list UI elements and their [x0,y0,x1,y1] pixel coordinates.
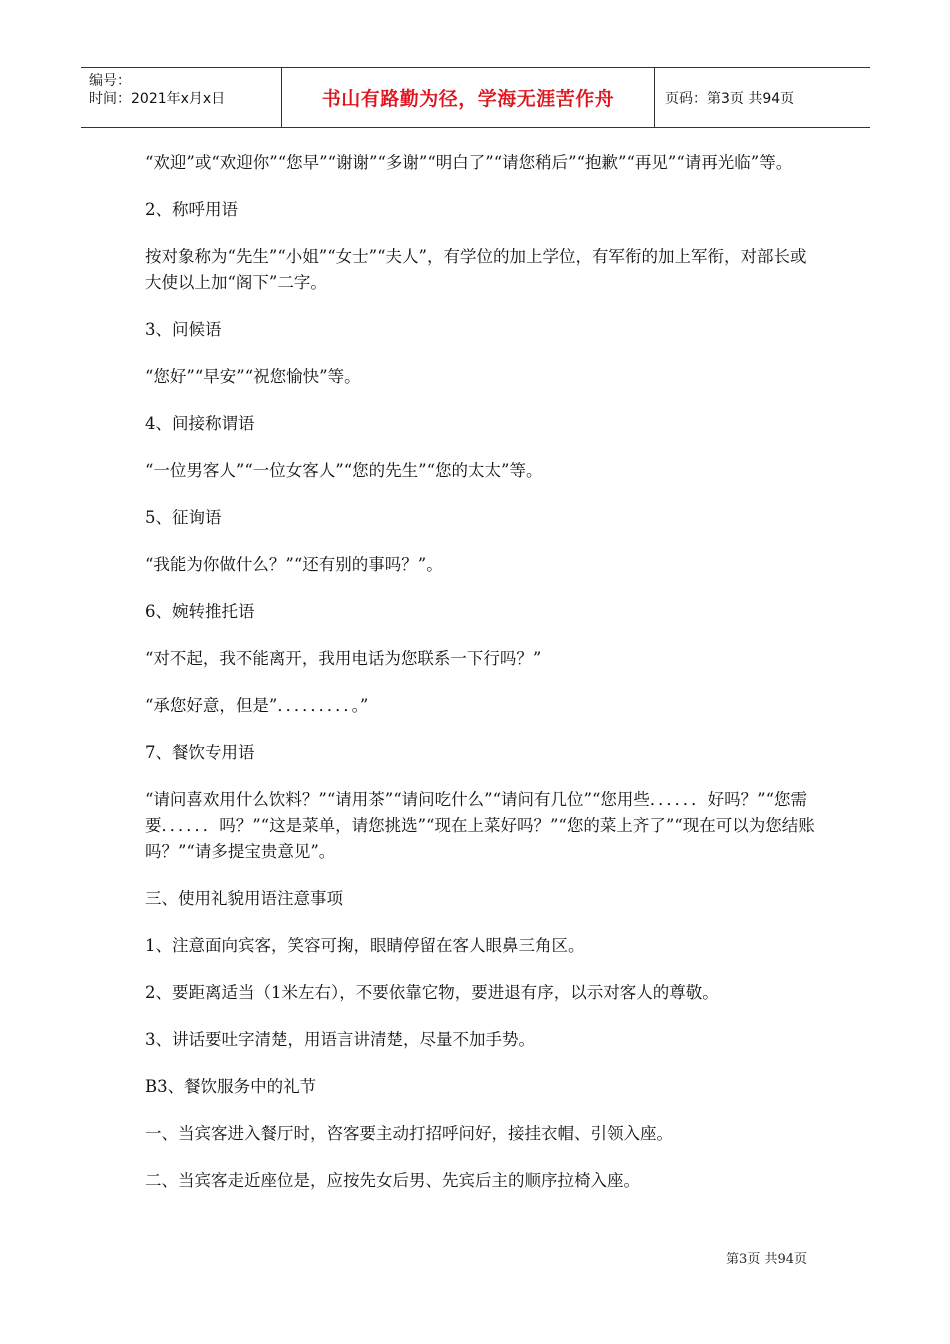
paragraph: “我能为你做什么？”“还有别的事吗？”。 [145,555,443,574]
document-body [145,150,815,1194]
number-label: 编号： [89,73,131,89]
header-info-cell [81,68,282,127]
paragraph: B3、餐饮服务中的礼节 [145,1077,317,1096]
header-motto: 书山有路勤为径，学海无涯苦作舟 [282,68,655,127]
paragraph: 2、要距离适当（1米左右），不要依靠它物，要进退有序，以示对客人的尊敬。 [145,983,719,1002]
paragraph: 4、间接称谓语 [145,414,255,433]
paragraph: “请问喜欢用什么饮料？”“请用茶”“请问吃什么”“请问有几位”“您用些．．．．．．好吗？”“您需要．．．．．．吗？”“这是菜单，请您挑选”“现在上菜好吗？”“您的菜上齐了”“现在可以为您结账吗？”“请多提宝贵意见”。 [145,790,815,861]
header-page-number: 页码：第3页 共94页 [665,90,795,107]
paragraph: 二、当宾客走近座位是，应按先女后男、先宾后主的顺序拉椅入座。 [145,1171,640,1190]
paragraph: 3、问候语 [145,320,222,339]
paragraph: “欢迎”或“欢迎你”“您早”“谢谢”“多谢”“明白了”“请您稍后”“抱歉”“再见”“请再光临”等。 [145,153,793,172]
paragraph: “对不起，我不能离开，我用电话为您联系一下行吗？” [145,649,542,668]
paragraph: 一、当宾客进入餐厅时，咨客要主动打招呼问好，接挂衣帽、引领入座。 [145,1124,673,1143]
paragraph: 1、注意面向宾客，笑容可掬，眼睛停留在客人眼鼻三角区。 [145,936,585,955]
paragraph: 6、婉转推托语 [145,602,255,621]
paragraph: 2、称呼用语 [145,200,238,219]
paragraph: 按对象称为“先生”“小姐”“女士”“夫人”，有学位的加上学位，有军衔的加上军衔，对部长或大使以上加“阁下”二字。 [145,247,807,292]
footer-page-number: 第3页 共94页 [726,1252,807,1267]
paragraph: “承您好意，但是”．．．．．．．．．。” [145,696,369,715]
paragraph: “您好”“早安”“祝您愉快”等。 [145,367,361,386]
document-header [81,67,870,128]
paragraph: 5、征询语 [145,508,222,527]
paragraph: 7、餐饮专用语 [145,743,255,762]
paragraph: 3、讲话要吐字清楚，用语言讲清楚，尽量不加手势。 [145,1030,535,1049]
paragraph: 三、使用礼貌用语注意事项 [145,889,343,908]
paragraph: “一位男客人”“一位女客人”“您的先生”“您的太太”等。 [145,461,543,480]
time-label: 时间：2021年x月x日 [89,91,226,107]
